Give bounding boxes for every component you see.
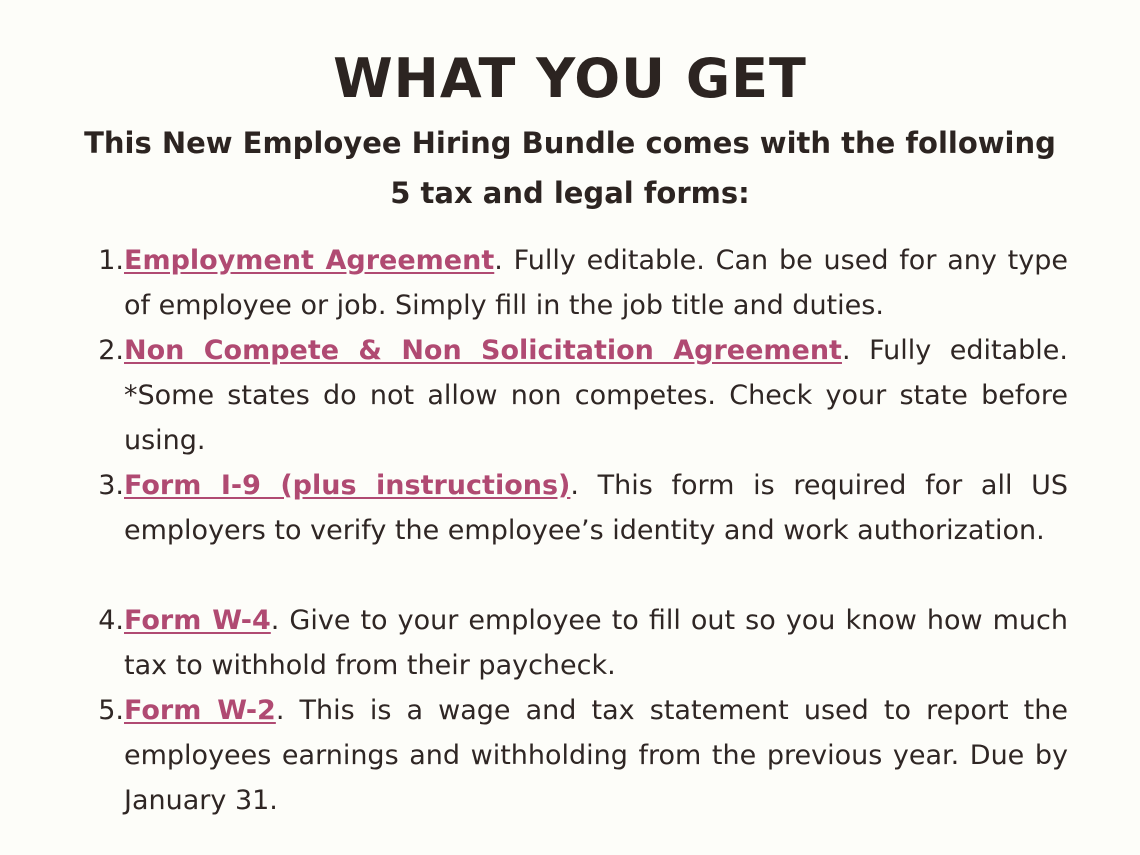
item-number: 5.: [98, 695, 124, 726]
item-number: 1.: [98, 245, 124, 276]
page-title: WHAT YOU GET: [333, 47, 807, 110]
item-body: [124, 328, 1068, 463]
item-description: . Fully editable. *Some states do not allow non competes. Check your state before using.: [124, 335, 1068, 456]
item-number: 3.: [98, 470, 124, 501]
item-description: . This form is required for all US employers to verify the employee’s identity and work authorization.: [124, 470, 1069, 546]
form-w2-link[interactable]: Form W-2: [124, 695, 276, 726]
item-description: . This is a wage and tax statement used to report the employees earnings and withholding from the previous year. Due by January 31.: [124, 695, 1068, 816]
item-number: 4.: [98, 605, 124, 636]
item-body: [124, 688, 1068, 823]
non-compete-agreement-link[interactable]: Non Compete & Non Solicitation Agreement: [124, 335, 842, 366]
item-description: . Give to your employee to fill out so you know how much tax to withhold from their paycheck.: [124, 605, 1069, 681]
item-body: [124, 463, 1068, 553]
item-body: [124, 238, 1068, 328]
item-body: [124, 598, 1068, 688]
employment-agreement-link[interactable]: Employment Agreement: [124, 245, 495, 276]
item-number: 2.: [98, 335, 124, 366]
page-subtitle: This New Employee Hiring Bundle comes with the following 5 tax and legal forms:: [84, 126, 1056, 210]
item-description: . Fully editable. Can be used for any type of employee or job. Simply fill in the job title and duties.: [124, 245, 1068, 321]
form-i9-link[interactable]: Form I-9 (plus instructions): [124, 470, 571, 501]
form-w4-link[interactable]: Form W-4: [124, 605, 271, 636]
